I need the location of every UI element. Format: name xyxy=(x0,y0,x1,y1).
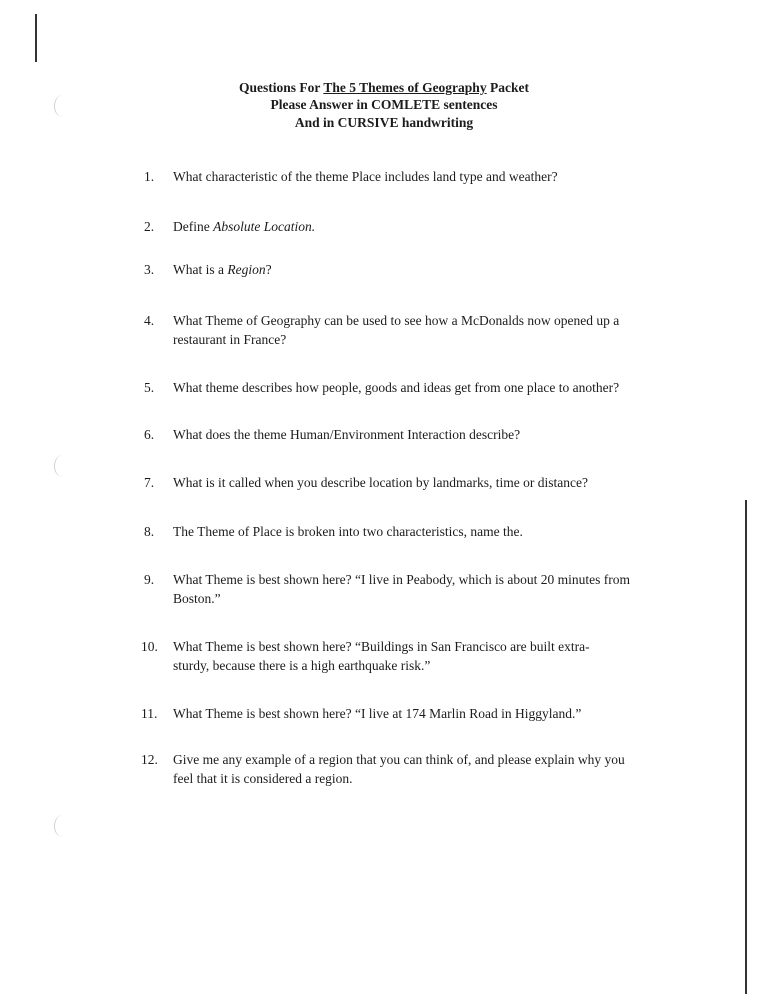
instruction-line: Please Answer in COMLETE sentences xyxy=(270,97,498,112)
question-text xyxy=(173,217,644,236)
question-number: 5. xyxy=(144,380,155,395)
italic-term: Absolute Location. xyxy=(213,219,316,234)
question-10 xyxy=(141,637,614,675)
italic-term: Region xyxy=(227,262,266,277)
question-number: 12. xyxy=(141,752,158,767)
document-title xyxy=(0,80,768,96)
title-suffix: Packet xyxy=(486,80,529,95)
question-text: Give me any example of a region that you can think of, and please explain why you feel that it is considered a region. xyxy=(173,752,625,786)
title-underlined: The 5 Themes of Geography xyxy=(323,80,487,95)
question-text: What characteristic of the theme Place includes land type and weather? xyxy=(173,169,558,184)
question-number: 9. xyxy=(144,572,155,587)
question-number: 8. xyxy=(144,524,155,539)
question-number: 4. xyxy=(144,313,155,328)
question-number: 11. xyxy=(141,706,158,721)
question-text xyxy=(173,260,644,279)
question-number: 3. xyxy=(144,262,155,277)
question-number: 1. xyxy=(144,169,155,184)
question-11 xyxy=(141,704,644,723)
question-7 xyxy=(144,473,644,492)
question-number: 7. xyxy=(144,475,155,490)
question-number: 6. xyxy=(144,427,155,442)
question-text: What does the theme Human/Environment Interaction describe? xyxy=(173,427,521,442)
question-text: What theme describes how people, goods and ideas get from one place to another? xyxy=(173,380,620,395)
title-prefix: Questions For xyxy=(239,80,324,95)
question-2 xyxy=(144,217,644,236)
question-number: 10. xyxy=(141,639,158,654)
question-12 xyxy=(141,750,629,788)
question-text: What Theme of Geography can be used to see how a McDonalds now opened up a restaurant in France? xyxy=(173,313,620,347)
question-text: What Theme is best shown here? “I live at 174 Marlin Road in Higgyland.” xyxy=(173,706,582,721)
question-3 xyxy=(144,260,644,279)
question-1 xyxy=(144,167,644,186)
question-text: What is it called when you describe location by landmarks, time or distance? xyxy=(173,475,588,490)
text-part: Define xyxy=(173,219,214,234)
question-number: 2. xyxy=(144,219,155,234)
question-6 xyxy=(144,425,644,444)
question-text: What Theme is best shown here? “I live in Peabody, which is about 20 minutes from Boston.” xyxy=(173,572,631,606)
question-5 xyxy=(144,378,664,397)
text-part: What is a xyxy=(173,262,228,277)
scan-edge-line xyxy=(745,500,747,994)
punch-hole xyxy=(54,455,71,477)
text-part: ? xyxy=(265,262,272,277)
question-text: What Theme is best shown here? “Buildings in San Francisco are built extra-sturdy, because there is a high earthquake risk.” xyxy=(173,639,590,673)
punch-hole xyxy=(54,815,71,837)
question-4 xyxy=(144,311,644,349)
question-text: The Theme of Place is broken into two characteristics, name the. xyxy=(173,524,523,539)
scan-edge-line xyxy=(35,14,37,62)
instruction-line: And in CURSIVE handwriting xyxy=(294,115,474,130)
question-9 xyxy=(144,570,634,608)
question-8 xyxy=(144,522,644,541)
